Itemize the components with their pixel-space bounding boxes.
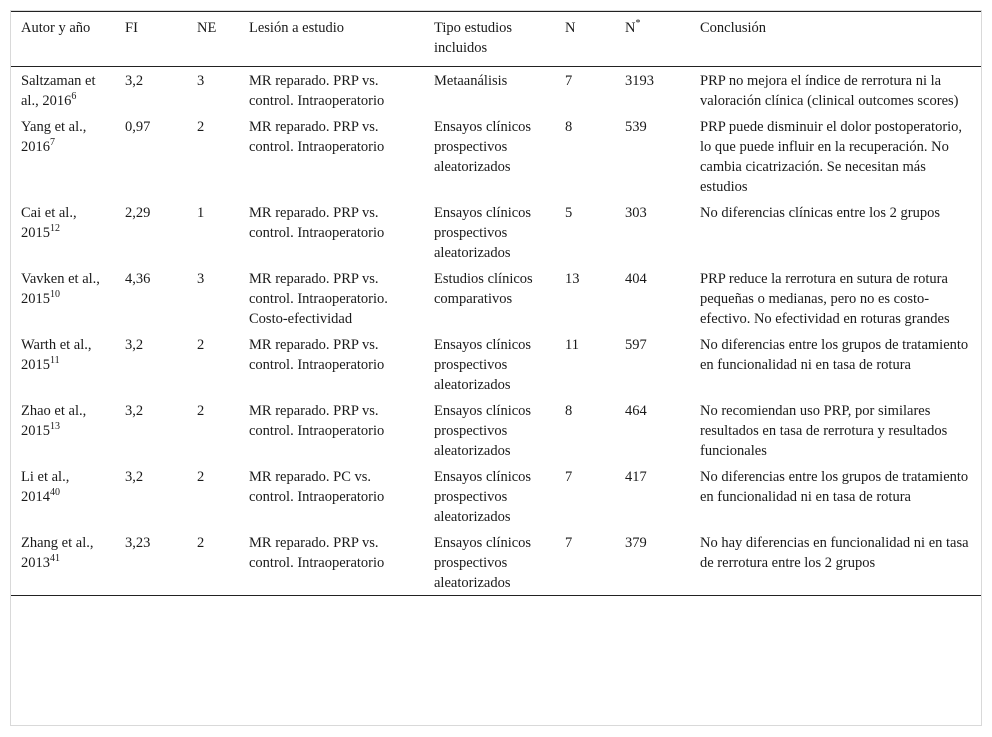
cell-ne: 2 — [197, 337, 205, 353]
cell-lesion: MR reparado. PRP vs. control. Intraoperatorio — [249, 535, 385, 571]
reference-number: 6 — [71, 91, 77, 102]
table-row — [11, 463, 981, 529]
cell-author — [11, 113, 115, 199]
cell-ne: 2 — [197, 535, 205, 551]
author-text: Saltzaman et al., 2016 — [21, 73, 96, 109]
cell-author — [11, 199, 115, 265]
cell-author — [11, 265, 115, 331]
cell-conclusion: No diferencias entre los grupos de tratamiento en funcionalidad ni en tasa de rotura — [700, 469, 969, 505]
header-author: Autor y año — [21, 20, 91, 36]
cell-lesion: MR reparado. PRP vs. control. Intraoperatorio — [249, 205, 385, 241]
cell-ne: 2 — [197, 469, 205, 485]
cell-nstar: 464 — [625, 403, 647, 419]
cell-tipo: Ensayos clínicos prospectivos aleatorizados — [434, 403, 532, 459]
table-row — [11, 397, 981, 463]
table-row — [11, 331, 981, 397]
table-row — [11, 265, 981, 331]
author-text: Warth et al., 2015 — [21, 337, 92, 373]
table-header-row — [11, 12, 981, 67]
cell-tipo: Ensayos clínicos prospectivos aleatorizados — [434, 535, 532, 591]
cell-n: 7 — [565, 535, 573, 551]
cell-fi: 2,29 — [125, 205, 151, 221]
cell-lesion: MR reparado. PRP vs. control. Intraoperatorio — [249, 73, 385, 109]
cell-lesion: MR reparado. PRP vs. control. Intraoperatorio — [249, 403, 385, 439]
header-n: N — [565, 20, 576, 36]
cell-lesion: MR reparado. PC vs. control. Intraoperatorio — [249, 469, 385, 505]
cell-ne: 3 — [197, 271, 205, 287]
table-row — [11, 199, 981, 265]
cell-ne: 2 — [197, 403, 205, 419]
author-text: Li et al., 2014 — [21, 469, 70, 505]
reference-number: 10 — [50, 289, 60, 300]
cell-fi: 4,36 — [125, 271, 151, 287]
header-conclusion: Conclusión — [700, 20, 767, 36]
header-ne: NE — [197, 20, 217, 36]
cell-nstar: 379 — [625, 535, 647, 551]
reference-number: 40 — [50, 487, 60, 498]
cell-nstar: 417 — [625, 469, 647, 485]
cell-lesion: MR reparado. PRP vs. control. Intraoperatorio. Costo-efectividad — [249, 271, 388, 327]
cell-fi: 3,2 — [125, 403, 144, 419]
cell-nstar: 404 — [625, 271, 647, 287]
cell-tipo: Metaanálisis — [434, 73, 508, 89]
cell-fi: 3,2 — [125, 337, 144, 353]
cell-conclusion: No hay diferencias en funcionalidad ni en tasa de rerrotura entre los 2 grupos — [700, 535, 969, 571]
header-nstar-mark: * — [635, 18, 641, 29]
author-text: Vavken et al., 2015 — [21, 271, 100, 307]
header-nstar-label: N — [625, 20, 636, 36]
reference-number: 12 — [50, 223, 60, 234]
header-fi: FI — [125, 20, 138, 36]
cell-tipo: Ensayos clínicos prospectivos aleatorizados — [434, 119, 532, 175]
cell-nstar: 3193 — [625, 73, 654, 89]
cell-nstar: 597 — [625, 337, 647, 353]
author-text: Cai et al., 2015 — [21, 205, 77, 241]
cell-author — [11, 67, 115, 114]
cell-conclusion: No diferencias clínicas entre los 2 grupos — [700, 205, 940, 221]
cell-conclusion: No diferencias entre los grupos de tratamiento en funcionalidad ni en tasa de rotura — [700, 337, 969, 373]
cell-fi: 3,2 — [125, 73, 144, 89]
table-row — [11, 529, 981, 596]
cell-nstar: 303 — [625, 205, 647, 221]
cell-conclusion: PRP reduce la rerrotura en sutura de rotura pequeñas o medianas, pero no es costo-efectivo. No efectividad en roturas grandes — [700, 271, 950, 327]
author-text: Zhao et al., 2015 — [21, 403, 87, 439]
cell-n: 8 — [565, 119, 573, 135]
cell-tipo: Ensayos clínicos prospectivos aleatorizados — [434, 337, 532, 393]
cell-fi: 0,97 — [125, 119, 151, 135]
cell-n: 7 — [565, 73, 573, 89]
cell-n: 5 — [565, 205, 573, 221]
cell-fi: 3,23 — [125, 535, 151, 551]
cell-ne: 2 — [197, 119, 205, 135]
cell-n: 8 — [565, 403, 573, 419]
cell-tipo: Ensayos clínicos prospectivos aleatorizados — [434, 469, 532, 525]
cell-conclusion: No recomiendan uso PRP, por similares resultados en tasa de rerrotura y resultados funcionales — [700, 403, 948, 459]
author-text: Yang et al., 2016 — [21, 119, 87, 155]
table-row — [11, 67, 981, 114]
header-lesion: Lesión a estudio — [249, 20, 345, 36]
cell-fi: 3,2 — [125, 469, 144, 485]
cell-lesion: MR reparado. PRP vs. control. Intraoperatorio — [249, 337, 385, 373]
studies-table — [11, 11, 981, 596]
cell-conclusion: PRP puede disminuir el dolor postoperatorio, lo que puede influir en la recuperación. No cambia cicatrización. Se necesitan más estudios — [700, 119, 963, 195]
cell-author — [11, 397, 115, 463]
cell-author — [11, 331, 115, 397]
cell-n: 11 — [565, 337, 579, 353]
cell-tipo: Estudios clínicos comparativos — [434, 271, 533, 307]
cell-tipo: Ensayos clínicos prospectivos aleatorizados — [434, 205, 532, 261]
cell-ne: 1 — [197, 205, 205, 221]
author-text: Zhang et al., 2013 — [21, 535, 94, 571]
header-tipo: Tipo estudios incluidos — [434, 20, 513, 56]
cell-lesion: MR reparado. PRP vs. control. Intraoperatorio — [249, 119, 385, 155]
cell-n: 7 — [565, 469, 573, 485]
cell-ne: 3 — [197, 73, 205, 89]
reference-number: 13 — [50, 421, 60, 432]
reference-number: 7 — [50, 137, 55, 148]
table-row — [11, 113, 981, 199]
cell-author — [11, 463, 115, 529]
cell-nstar: 539 — [625, 119, 647, 135]
header-nstar — [615, 12, 690, 67]
cell-author — [11, 529, 115, 596]
cell-n: 13 — [565, 271, 580, 287]
cell-conclusion: PRP no mejora el índice de rerrotura ni la valoración clínica (clinical outcomes scores) — [700, 73, 959, 109]
reference-number: 41 — [50, 553, 60, 564]
reference-number: 11 — [50, 355, 60, 366]
